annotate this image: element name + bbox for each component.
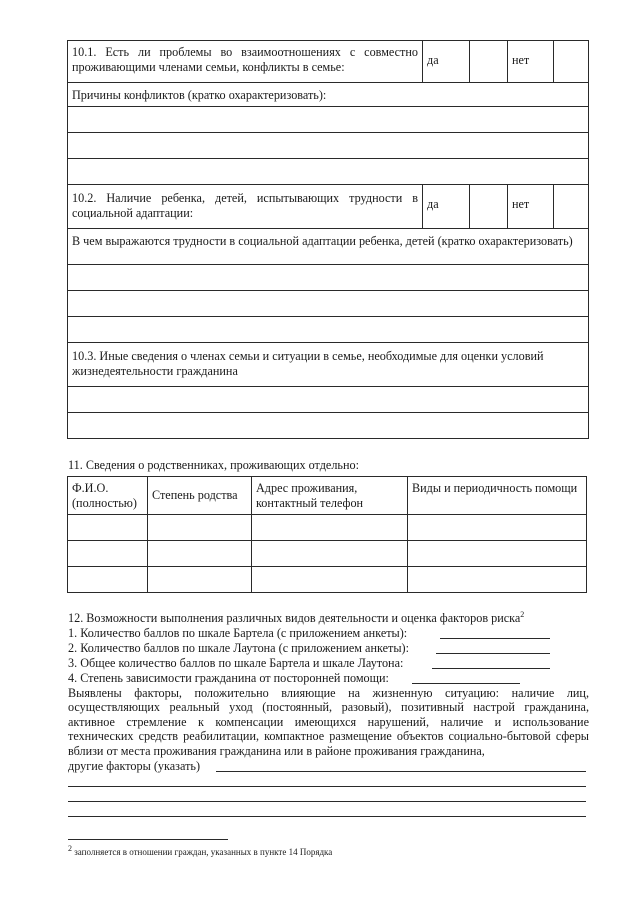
cell-relation[interactable] [148,567,252,593]
conflict-reasons-line-1[interactable] [68,107,589,133]
lawton-score-field[interactable] [436,653,550,654]
col-header-fio: Ф.И.О. (полностью) [68,477,148,515]
other-factors-line-2[interactable] [68,786,586,787]
cell-help[interactable] [408,541,587,567]
relatives-table [67,476,587,593]
family-relations-table [67,40,589,439]
question-10-1: 10.1. Есть ли проблемы во взаимоотношениях с совместно проживающими членами семьи, конфликты в семье: [68,41,423,83]
other-info-line-2[interactable] [68,413,589,439]
yes-label-10-2: да [423,185,470,229]
cell-fio[interactable] [68,515,148,541]
lawton-score-label: 2. Количество баллов по шкале Лаутона (с приложением анкеты): [68,641,409,655]
other-family-info-label: 10.3. Иные сведения о членах семьи и ситуации в семье, необходимые для оценки условий жизнедеятельности гражданина [68,343,589,387]
barthel-score-field[interactable] [440,638,550,639]
col-header-help: Виды и периодичность помощи [408,477,587,515]
footnote-body: заполняется в отношении граждан, указанных в пункте 14 Порядка [74,847,333,857]
no-checkbox-10-2[interactable] [554,185,589,229]
conflict-reasons-line-2[interactable] [68,133,589,159]
cell-relation[interactable] [148,515,252,541]
cell-relation[interactable] [148,541,252,567]
cell-address[interactable] [252,515,408,541]
conflict-reasons-label: Причины конфликтов (кратко охарактеризовать): [68,83,589,107]
yes-checkbox-10-1[interactable] [470,41,508,83]
difficulties-line-1[interactable] [68,265,589,291]
cell-address[interactable] [252,567,408,593]
yes-checkbox-10-2[interactable] [470,185,508,229]
other-factors-line-3[interactable] [68,801,586,802]
cell-fio[interactable] [68,541,148,567]
col-header-address: Адрес проживания, контактный телефон [252,477,408,515]
positive-factors-text: Выявлены факторы, положительно влияющие на жизненную ситуацию: наличие лиц, осуществляющих реальный уход (постоянный, разовый), позитивный настрой гражданина, активное стремление к компенсации имеющихся нарушений, наличие и использование технических средств реабилитации, компактное размещение объектов социально-бытовой сферы вблизи от места проживания гражданина или в районе проживания гражданина, [68,686,589,758]
col-header-relation: Степень родства [148,477,252,515]
question-10-2: 10.2. Наличие ребенка, детей, испытывающих трудности в социальной адаптации: [68,185,423,229]
other-info-line-1[interactable] [68,387,589,413]
difficulties-line-3[interactable] [68,317,589,343]
footnote-mark: 2 [68,844,72,853]
cell-help[interactable] [408,567,587,593]
footnote-separator [68,839,228,840]
risk-section-title [68,611,524,626]
total-score-field[interactable] [432,668,550,669]
no-checkbox-10-1[interactable] [554,41,589,83]
cell-address[interactable] [252,541,408,567]
barthel-score-label: 1. Количество баллов по шкале Бартела (с приложением анкеты): [68,626,408,640]
conflict-reasons-line-3[interactable] [68,159,589,185]
table-row [68,567,587,593]
footnote-text [68,844,333,858]
table-row [68,541,587,567]
table-row [68,515,587,541]
no-label-10-1: нет [508,41,554,83]
other-factors-label: другие факторы (указать) [68,759,201,773]
dependency-degree-field[interactable] [412,683,520,684]
dependency-degree-label: 4. Степень зависимости гражданина от посторонней помощи: [68,671,389,685]
relatives-section-title: 11. Сведения о родственниках, проживающих отдельно: [68,458,359,472]
yes-label-10-1: да [423,41,470,83]
difficulties-line-2[interactable] [68,291,589,317]
cell-fio[interactable] [68,567,148,593]
adaptation-difficulties-label: В чем выражаются трудности в социальной адаптации ребенка, детей (кратко охарактеризовать) [68,229,589,265]
total-score-label: 3. Общее количество баллов по шкале Бартела и шкале Лаутона: [68,656,404,670]
risk-section-title-text: 12. Возможности выполнения различных видов деятельности и оценка факторов риска [68,611,521,625]
other-factors-field[interactable] [216,771,586,772]
no-label-10-2: нет [508,185,554,229]
other-factors-line-4[interactable] [68,816,586,817]
cell-help[interactable] [408,515,587,541]
footnote-ref: 2 [520,609,525,619]
